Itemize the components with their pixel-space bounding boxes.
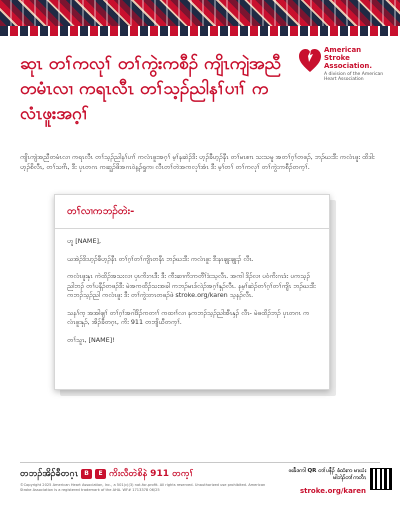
card-greeting: ဟူ [NAME],	[67, 237, 102, 245]
decorative-banner-band	[0, 26, 400, 36]
card-header	[55, 195, 329, 229]
logo-name: American Stroke Association.	[324, 46, 373, 70]
footer-divider	[20, 462, 380, 463]
card-subject: တၢ်လၢကဘၣ်တဲး-	[67, 206, 135, 217]
logo-subline: A division of the American Heart Association	[324, 72, 384, 82]
footer-call-label: ကိးလီတဲစိနဲ 911 တက့ၢ်	[109, 469, 194, 479]
heart-torch-icon	[298, 46, 322, 74]
fine-print: ©Copyright 2025 American Heart Association, Inc., a 501(c)(3) not-for-profit. All rights reserved. Unauthorized use prohibited. American Stroke Association is a registered trademark of the AHA. WF# 1713378 06/25	[20, 483, 266, 492]
badge-e: E	[95, 469, 106, 479]
card-body	[67, 237, 317, 353]
letter-card	[54, 194, 330, 390]
qr-instruction: ဖးခီဒကါ QR တၢ်ပနီၣ် ခံထံးက မၤဃံးမါဘဲၣ်တၢ်ကတိၤ	[288, 468, 366, 481]
card-paragraph-3: သနၢ်က့ အအါဖျၢ် တၢ်ဂ့ၢ်အဂါဒိၣ်ကတၢၢ် ကထၢၢ်လၢ နကဘၣ်သ့ၣ်ညါအီၤနှၣ် လီၤ- မဲဖထိၣ်ဘၣ် ပှၤတဂၤ ကလံၤဖူးနှၣ်, အိၣ်ခီတဂ့ၤ, ကိး 911 တဘျိယီတက့ၢ်.	[67, 308, 310, 326]
badge-b: B	[81, 469, 92, 479]
footer-cta	[20, 468, 280, 480]
qr-code-icon[interactable]	[370, 468, 392, 490]
footer-left	[20, 468, 280, 493]
card-closing: တၢ်သူၤ, [NAME]!	[67, 335, 115, 344]
footer-action-label: တဘၣ်အိၣ်ခီတဂ့ၤ	[20, 469, 79, 479]
logo	[298, 42, 390, 90]
card-paragraph-1: ယအဲၣ်ဒိးဟ့ၣ်ခီဟ့ၣ်နီၤ တၢ်ဂ့ၢ်တၢ်ကျိၤတနီၤ ဘၣ်ဃးဒီး ကလံၤဖူး ဒီးနၤချုးချုးၣ် လီၤ.	[67, 254, 254, 263]
footer-link[interactable]: stroke.org/karen	[299, 487, 366, 495]
card-paragraph-2: ကလံၤဖူးနှၤ ကဲထိၣ်အသးလၢ ပှၤကိးဂၤဒီး ဒီး ကီးဆၢကိးကတီၢ်ဒံးသ့လီၤ. အကါ ဒိၣ်လၢ ပဝံကိးဂၤဒံး ပကသ့ၣ်ညါဘၣ် တၢ်ပနီၣ်တဖၣ်ဒီး မဲအကထိၣ်သးအခါ ကဘၣ်မၤဒ်လဲၣ်အဂ့ၢ်နှၣ်လီၤ. နမ့ၢ်ဆဲၣ်တၢ်ဂ့ၢ်တၢ်ကျိၤ ဘၣ်ဃးဒီး ကဘၣ်သ့ၣ်ညါ ကလံၤဖူး ဒီး တၢ်ကွဲးတၤတဖၣ်ဖဲ stroke.org/karen သ့နၣ်လီၤ.	[67, 272, 316, 299]
footer-right	[286, 468, 366, 496]
intro-text: ကျိၤကျဲအညီတမံၤလၢ ကရၤလီၤ တၢ်သ့ၣ်ညါနၢ်ပၢၢ် ကလံၤဖူးအဂ့ၢ် မ့ၢ်နဆဲၣ်ဒိး ဟ့ၣ်ခီဟ့ၣ်နီၤ တၢ်မၤစၢၤ သးသမူ အတၢ်ဂ့ၢ်တဖၣ်, ဘၣ်ဃးဒီး ကလံၤဖူး ထိဒါး ဟ့ၣ်စိလီၤ, တၢ်သၢၢိၤ, ဒီး ပှၤတဂၤ ကဆူၣ်ဖိအဂၤဝဲန့ၣ်ရှုက၊ လီၤတၢ်တဲအကလုၢ်အံၤ ဒီး မ့ၢ်တၢ် တၢ်ကလုၢ် တၢ်ကွဲးကစီၣ်တက့ၢ်.	[20, 153, 375, 171]
page-title: ဆုၤ တၢ်ကလုၢ် တၢ်ကွဲးကစီၣ် ကျိၤကျဲအညီတမံၤလၢ ကရၤလီၤ တၢ်သ့ၣ်ညါနၢ်ပၢၢ် ကလံၤဖူးအဂ့ၢ်	[20, 54, 282, 124]
